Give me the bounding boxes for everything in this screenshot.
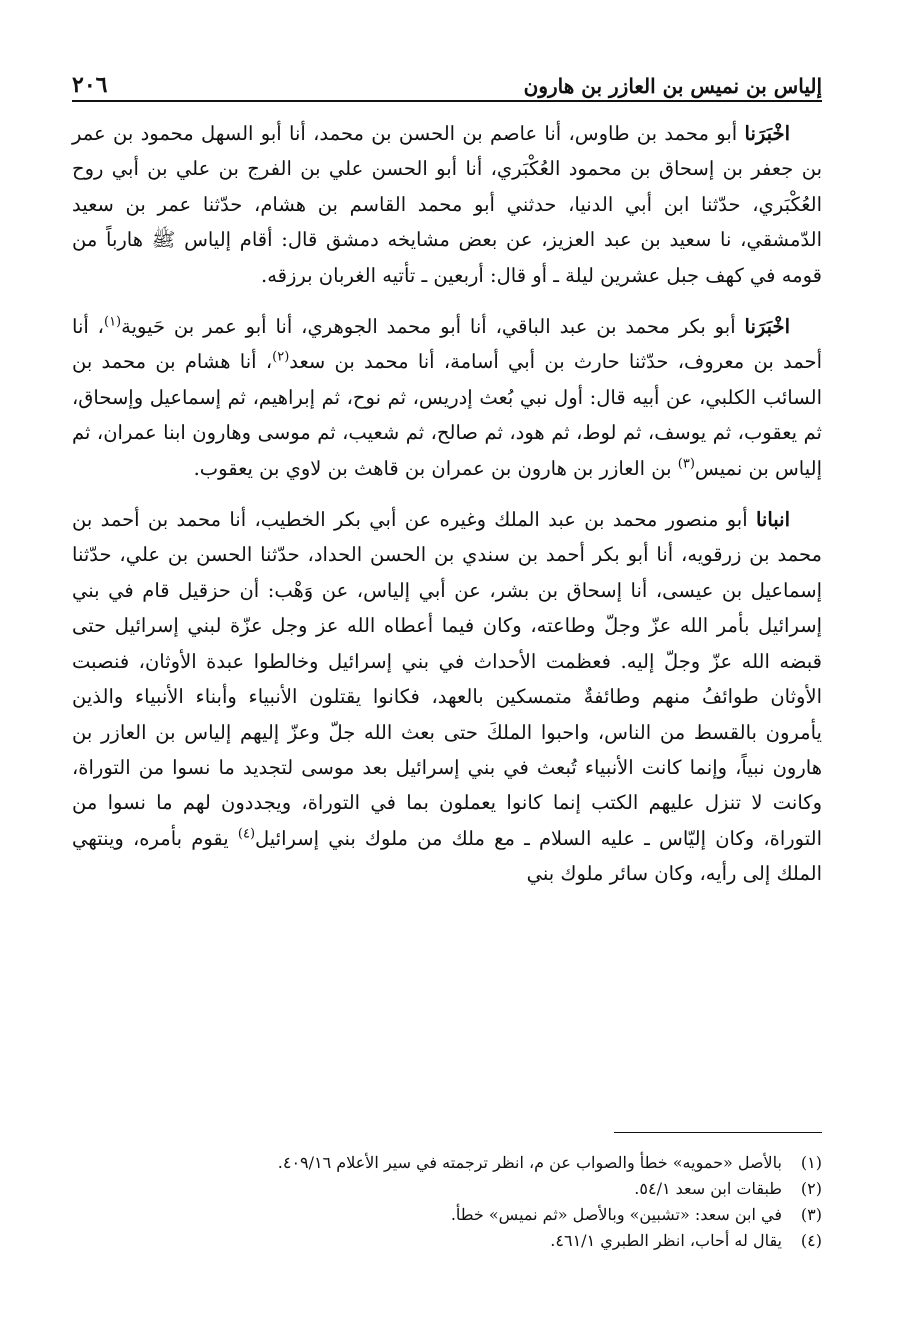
footnote-number: (٣) [800,1205,822,1224]
paragraph-lead: اخْبَرَنا [744,315,790,339]
running-title: إلياس بن نميس بن العازر بن هارون [523,74,822,98]
paragraph [72,116,822,293]
paragraph-text: ، أنا هشام بن محمد بن السائب الكلبي، عن أبيه قال: أول نبي بُعث إدريس، ثم نوح، ثم إبراهيم، ثم إسماعيل وإسحاق، ثم يعقوب، ثم يوسف، ثم لوط، ثم هود، ثم صالح، ثم شعيب، ثم موسى وهارون ابنا عمران، ثم إلياس بن نميس [72,350,822,480]
running-header [72,64,822,98]
paragraph-lead: انبانا [755,508,791,532]
footnote-number: (٤) [800,1231,822,1250]
page-number: ٢٠٦ [72,72,108,98]
footnote-text: يقال له أحاب، انظر الطبري ٤٦١/١. [550,1231,782,1250]
footnote-text: بالأصل «حمويه» خطأ والصواب عن م، انظر ترجمته في سير الأعلام ٤٠٩/١٦. [277,1153,782,1172]
footnote [72,1228,822,1254]
header-rule [72,100,822,102]
paragraph-text: يقوم بأمره، وينتهي الملك إلى رأيه، وكان سائر ملوك بني [72,826,822,886]
paragraph [72,309,822,486]
paragraph-text: أبو منصور محمد بن عبد الملك وغيره عن أبي بكر الخطيب، أنا محمد بن أحمد بن محمد بن زرقويه، أنا أبو بكر أحمد بن سندي بن الحسن الحداد، حدّثنا الحسن بن علي، حدّثنا إسماعيل بن عيسى، أنا إسحاق بن بشر، عن أبي إلياس، عن وَهْب: أن حزقيل قام في بني إسرائيل بأمر الله عزّ وجلّ وطاعته، وكان فيما أعطاه الله عز وجل عزّة لبني إسرائيل حتى قبضه الله عزّ وجلّ إليه. فعظمت الأحداث في بني إسرائيل وخالطوا عبدة الأوثان، فنصبت الأوثان طوائفُ منهم وطائفةٌ متمسكين بالعهد، فكانوا يقتلون الأنبياء وأبناء الأنبياء والذين يأمرون بالقسط من الناس، واحبوا الملكَ حتى بعث الله جلّ وعزّ إليهم إلياس بن العازر بن هارون نبياً، وإنما كانت الأنبياء تُبعث في بني إسرائيل بعد موسى لتجديد ما نسوا من التوراة، وكانت لا تنزل عليهم الكتب إنما كانوا يعملون بما في التوراة، ويجددون لهم ما نسوا من التوراة، وكان إليّاس ـ عليه السلام ـ مع ملك من ملوك بني إسرائيل [72,508,822,850]
footnote-ref: (٣) [677,456,695,472]
main-text [72,116,822,908]
footnote-ref: (٤) [237,826,256,842]
footnote [72,1150,822,1176]
footnote [72,1202,822,1228]
footnote [72,1176,822,1202]
paragraph-text: أبو بكر محمد بن عبد الباقي، أنا أبو محمد الجوهري، أنا أبو عمر بن حَيوية [121,315,736,339]
footnote-rule [614,1132,822,1133]
paragraph-lead: اخْبَرَنا [744,122,790,145]
footnote-number: (٢) [800,1179,822,1198]
paragraph-text: بن العازر بن هارون بن عمران بن قاهث بن لاوي بن يعقوب. [193,456,678,480]
footnote-text: طبقات ابن سعد ٥٤/١. [634,1179,782,1198]
footnotes [72,1150,822,1254]
paragraph-text: أبو محمد بن طاوس، أنا عاصم بن الحسن بن محمد، أنا أبو السهل محمود بن عمر بن جعفر بن إسحاق بن محمود العُكْبَري، أنا أبو الحسن علي بن الفرج بن علي بن أبي روح العُكْبَري، حدّثنا ابن أبي الدنيا، حدثني أبو محمد القاسم بن هشام، حدّثنا عمر بن سعيد الدّمشقي، نا سعيد بن عبد العزيز، عن بعض مشايخه دمشق قال: أقام إلياس ﷺ هارباً من قومه في كهف جبل عشرين ليلة ـ أو قال: أربعين ـ تأتيه الغربان برزقه. [72,122,822,287]
footnote-number: (١) [800,1153,822,1172]
paragraph [72,502,822,891]
footnote-text: في ابن سعد: «تشبين» وبالأصل «ثم نميس» خطأ. [450,1205,782,1224]
paragraph-text: ، أنا أحمد بن معروف، حدّثنا حارث بن أبي أسامة، أنا محمد بن سعد [72,315,822,374]
footnote-ref: (٢) [272,349,290,365]
footnote-ref: (١) [103,314,122,330]
